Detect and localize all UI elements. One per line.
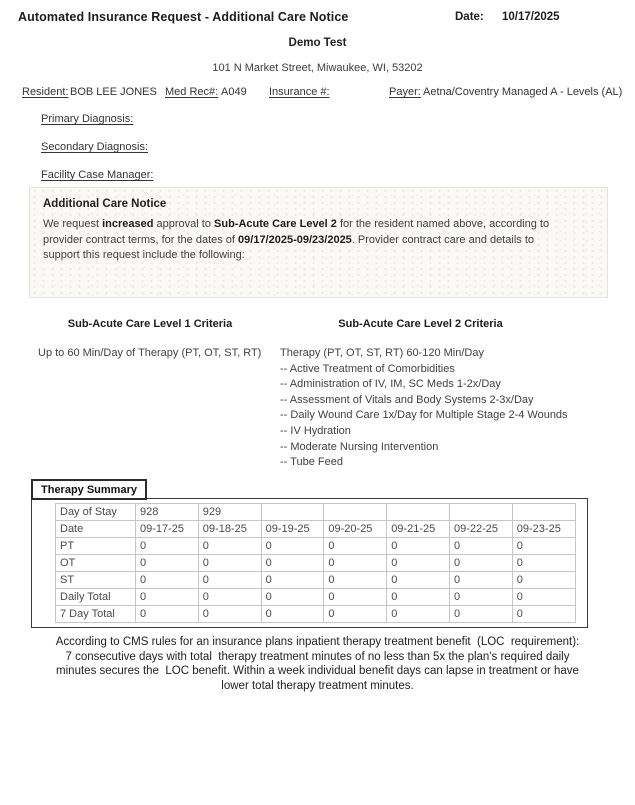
value-cell: 0 — [198, 589, 261, 606]
primary-diagnosis-label: Primary Diagnosis: — [41, 113, 134, 125]
level1-criteria-list — [38, 346, 280, 362]
row-label-cell: 7 Day Total — [56, 606, 136, 623]
value-cell: 0 — [198, 555, 261, 572]
notice-text: for the resident named above, according to provider contract terms, for the dates of — [43, 218, 550, 246]
notice-bold-text: 09/17/2025-09/23/2025 — [238, 233, 352, 246]
value-cell: 0 — [261, 606, 324, 623]
row-label-cell: OT — [56, 555, 136, 572]
row-label-cell: PT — [56, 538, 136, 555]
table-row — [56, 538, 576, 555]
value-cell: 928 — [136, 504, 199, 521]
value-cell: 0 — [324, 555, 387, 572]
value-cell: 0 — [387, 606, 450, 623]
value-cell: 0 — [324, 572, 387, 589]
criteria-line: Therapy (PT, OT, ST, RT) 60-120 Min/Day — [280, 347, 484, 359]
value-cell: 0 — [324, 538, 387, 555]
value-cell: 0 — [512, 555, 575, 572]
criteria-line: -- Moderate Nursing Intervention — [280, 440, 439, 453]
value-cell: 0 — [136, 555, 199, 572]
resident-label: Resident: — [22, 86, 69, 98]
value-cell: 0 — [387, 572, 450, 589]
value-cell: 09-22-25 — [449, 521, 512, 538]
criteria-line: -- Administration of IV, IM, SC Meds 1-2x/Day — [280, 378, 501, 391]
date-label: Date: — [455, 11, 484, 23]
row-label-cell: Day of Stay — [56, 504, 136, 521]
facility-name: Demo Test — [288, 37, 347, 49]
notice-text: We request — [43, 218, 103, 230]
table-row — [56, 572, 576, 589]
resident-value: BOB LEE JONES — [70, 86, 157, 98]
value-cell: 09-18-25 — [198, 521, 261, 538]
value-cell — [449, 504, 512, 521]
level1-criteria-heading: Sub-Acute Care Level 1 Criteria — [67, 318, 233, 330]
value-cell — [261, 504, 324, 521]
value-cell: 0 — [387, 555, 450, 572]
payer-value: Aetna/Coventry Managed A - Levels (AL) — [423, 86, 623, 98]
value-cell: 0 — [261, 538, 324, 555]
value-cell: 0 — [198, 538, 261, 555]
therapy-summary-tab: Therapy Summary — [31, 479, 147, 500]
value-cell: 0 — [449, 606, 512, 623]
med-rec-label: Med Rec#: — [165, 86, 219, 98]
criteria-line: -- IV Hydration — [280, 424, 351, 437]
value-cell: 09-19-25 — [261, 521, 324, 538]
value-cell: 0 — [198, 572, 261, 589]
payer-label: Payer: — [389, 86, 421, 98]
value-cell — [387, 504, 450, 521]
date-value: 10/17/2025 — [502, 11, 560, 23]
criteria-line: Up to 60 Min/Day of Therapy (PT, OT, ST, RT) — [38, 347, 262, 359]
value-cell: 0 — [136, 572, 199, 589]
value-cell: 0 — [261, 572, 324, 589]
value-cell: 0 — [512, 538, 575, 555]
insurance-number-label: Insurance #: — [269, 86, 330, 98]
therapy-summary-table — [55, 503, 576, 623]
value-cell: 0 — [387, 589, 450, 606]
note-line: minutes secures the LOC benefit. Within a week individual benefit days can lapse in treatment or have — [56, 665, 579, 678]
criteria-line: -- Assessment of Vitals and Body Systems 2-3x/Day — [280, 393, 534, 406]
value-cell: 09-23-25 — [512, 521, 575, 538]
notice-bold-text: increased — [102, 218, 154, 230]
value-cell: 0 — [136, 589, 199, 606]
value-cell: 929 — [198, 504, 261, 521]
additional-care-notice-paragraph — [43, 217, 568, 264]
value-cell: 0 — [512, 572, 575, 589]
value-cell: 0 — [512, 606, 575, 623]
value-cell: 0 — [449, 538, 512, 555]
additional-care-notice-box — [29, 187, 608, 298]
value-cell: 0 — [324, 589, 387, 606]
row-label-cell: Date — [56, 521, 136, 538]
row-label-cell: ST — [56, 572, 136, 589]
facility-address: 101 N Market Street, Miwaukee, WI, 53202 — [212, 62, 423, 74]
criteria-line: -- Active Treatment of Comorbidities — [280, 362, 455, 375]
value-cell: 0 — [198, 606, 261, 623]
table-row — [56, 606, 576, 623]
document-title: Automated Insurance Request - Additional Care Notice — [18, 10, 349, 24]
secondary-diagnosis-label: Secondary Diagnosis: — [41, 141, 149, 153]
value-cell: 0 — [136, 606, 199, 623]
note-line: According to CMS rules for an insurance plans inpatient therapy treatment benefit (LOC requirement): — [55, 636, 580, 648]
level2-criteria-list — [280, 346, 572, 471]
notice-text: approval to — [153, 218, 215, 230]
value-cell: 0 — [261, 589, 324, 606]
value-cell — [512, 504, 575, 521]
row-label-cell: Daily Total — [56, 589, 136, 606]
note-line: lower total therapy treatment minutes. — [221, 679, 414, 692]
level2-criteria-heading: Sub-Acute Care Level 2 Criteria — [338, 318, 503, 330]
value-cell: 0 — [324, 606, 387, 623]
value-cell: 0 — [261, 555, 324, 572]
value-cell — [324, 504, 387, 521]
value-cell: 0 — [136, 538, 199, 555]
value-cell: 09-21-25 — [387, 521, 450, 538]
criteria-line: -- Tube Feed — [280, 456, 343, 469]
note-line: 7 consecutive days with total therapy treatment minutes of no less than 5x the plan's required daily — [65, 650, 570, 663]
facility-case-manager-label: Facility Case Manager: — [41, 169, 154, 181]
table-row — [56, 504, 576, 521]
value-cell: 09-20-25 — [324, 521, 387, 538]
table-row — [56, 555, 576, 572]
resident-info-row — [0, 86, 635, 102]
value-cell: 0 — [449, 572, 512, 589]
cms-rules-note — [0, 635, 635, 693]
value-cell: 0 — [449, 555, 512, 572]
notice-text: . Provider contract care and details to support this request include the following: — [43, 233, 535, 261]
table-row — [56, 521, 576, 538]
table-row — [56, 589, 576, 606]
value-cell: 09-17-25 — [136, 521, 199, 538]
value-cell: 0 — [387, 538, 450, 555]
notice-bold-text: Sub-Acute Care Level 2 — [214, 218, 337, 230]
value-cell: 0 — [449, 589, 512, 606]
additional-care-notice-title: Additional Care Notice — [43, 198, 167, 210]
value-cell: 0 — [512, 589, 575, 606]
criteria-line: -- Daily Wound Care 1x/Day for Multiple Stage 2-4 Wounds — [280, 409, 568, 422]
med-rec-value: A049 — [221, 86, 247, 98]
